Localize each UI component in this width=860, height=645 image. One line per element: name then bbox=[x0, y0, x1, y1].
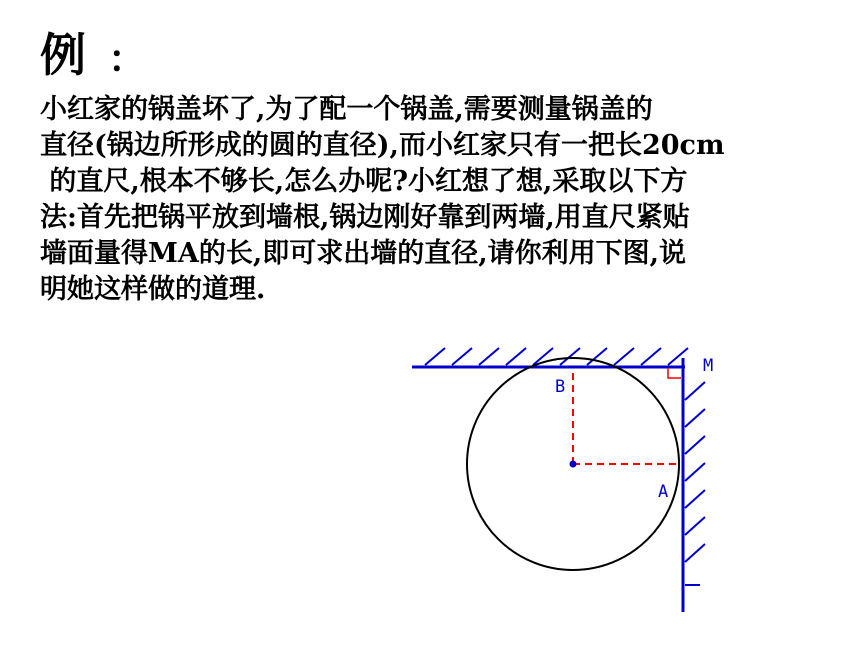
example-colon: ： bbox=[108, 36, 147, 81]
right-wall bbox=[683, 358, 705, 612]
problem-line: 法:首先把锅平放到墙根,锅边刚好靠到两墙,用直尺紧贴 bbox=[40, 202, 690, 233]
problem-line: 墙面量得MA的长,即可求出墙的直径,请你利用下图,说 bbox=[40, 238, 687, 269]
label-b: B bbox=[555, 377, 566, 397]
example-title: 例 bbox=[40, 28, 86, 82]
problem-line: 直径(锅边所形成的圆的直径),而小红家只有一把长20cm bbox=[40, 130, 725, 161]
right-angle-marker bbox=[668, 368, 681, 378]
problem-line: 小红家的锅盖坏了,为了配一个锅盖,需要测量锅盖的 bbox=[40, 94, 653, 125]
label-m: M bbox=[703, 356, 714, 376]
problem-line: 明她这样做的道理. bbox=[40, 274, 266, 305]
center-point bbox=[570, 461, 577, 468]
problem-text bbox=[40, 92, 855, 308]
top-wall bbox=[412, 348, 688, 367]
geometry-figure bbox=[400, 340, 730, 620]
problem-line: 的直尺,根本不够长,怎么办呢?小红想了想,采取以下方 bbox=[40, 166, 688, 197]
label-a: A bbox=[658, 482, 669, 502]
